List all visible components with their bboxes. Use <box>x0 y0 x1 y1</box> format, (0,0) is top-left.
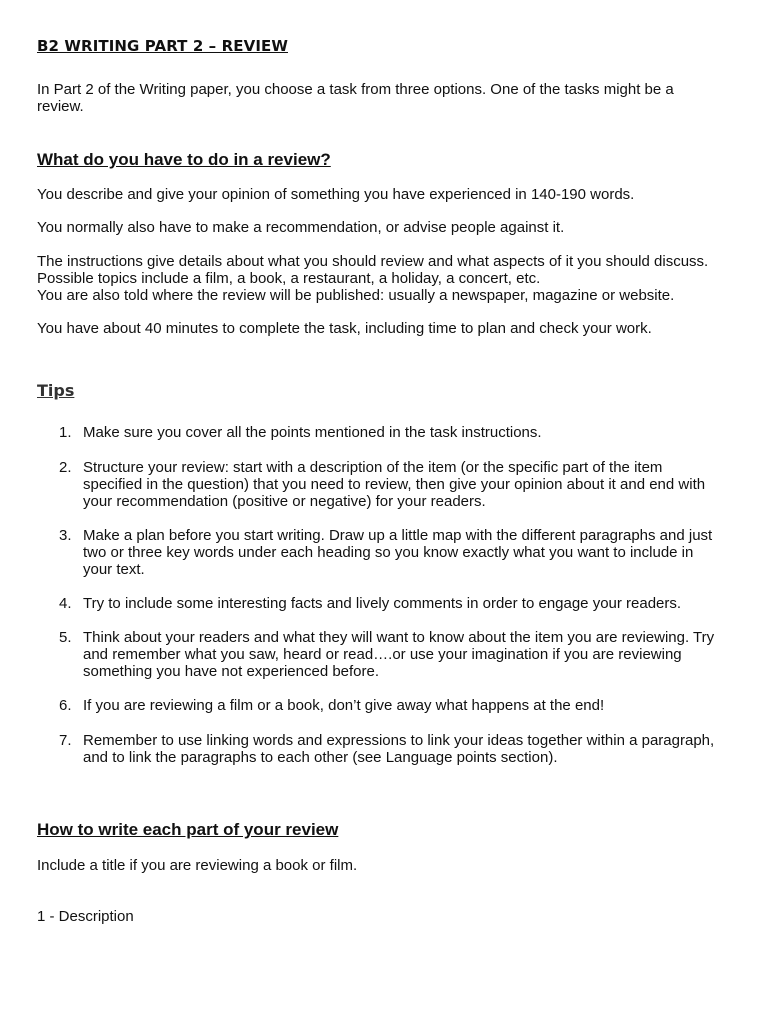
heading-how-to-write: How to write each part of your review <box>37 820 339 839</box>
paragraph-describe: You describe and give your opinion of something you have experienced in 140-190 words. <box>37 186 635 203</box>
tip-number: 2. <box>59 459 72 476</box>
tip-number: 6. <box>59 697 72 714</box>
tip-text: Structure your review: start with a description of the item (or the specific part of the item specified in the question) that you need to review, then give your opinion about it and end with your recommendation (positive or negative) for your readers. <box>83 459 706 510</box>
paragraph-description-label: 1 - Description <box>37 908 134 925</box>
tip-text: If you are reviewing a film or a book, don’t give away what happens at the end! <box>83 697 605 714</box>
tip-text: Think about your readers and what they will want to know about the item you are reviewing. Try and remember what you saw, heard or read….or use your imagination if you are reviewing something you have not experienced before. <box>83 629 715 680</box>
paragraph-published: You are also told where the review will be published: usually a newspaper, magazine or website. <box>37 287 675 304</box>
tip-text: Try to include some interesting facts and lively comments in order to engage your readers. <box>83 595 682 612</box>
paragraph-include-title: Include a title if you are reviewing a book or film. <box>37 857 358 874</box>
heading-tips: Tips <box>37 381 75 400</box>
tip-number: 3. <box>59 527 72 544</box>
tip-number: 1. <box>59 424 72 441</box>
paragraph-instructions: The instructions give details about what you should review and what aspects of it you should discuss. Possible topics include a film, a book, a restaurant, a holiday, a concert, etc. <box>37 253 709 287</box>
intro-paragraph: In Part 2 of the Writing paper, you choose a task from three options. One of the tasks might be a review. <box>37 81 674 115</box>
document-title: B2 WRITING PART 2 – REVIEW <box>37 37 288 55</box>
tip-number: 7. <box>59 732 72 749</box>
heading-what-to-do: What do you have to do in a review? <box>37 150 331 169</box>
tip-number: 4. <box>59 595 72 612</box>
paragraph-recommendation: You normally also have to make a recommendation, or advise people against it. <box>37 219 565 236</box>
tip-text: Remember to use linking words and expressions to link your ideas together within a paragraph, and to link the paragraphs to each other (see Language points section). <box>83 732 715 766</box>
paragraph-time: You have about 40 minutes to complete the task, including time to plan and check your work. <box>37 320 652 337</box>
tip-text: Make a plan before you start writing. Draw up a little map with the different paragraphs and just two or three key words under each heading so you know exactly what you want to include in your text. <box>83 527 713 578</box>
tip-number: 5. <box>59 629 72 646</box>
tip-text: Make sure you cover all the points mentioned in the task instructions. <box>83 424 542 441</box>
